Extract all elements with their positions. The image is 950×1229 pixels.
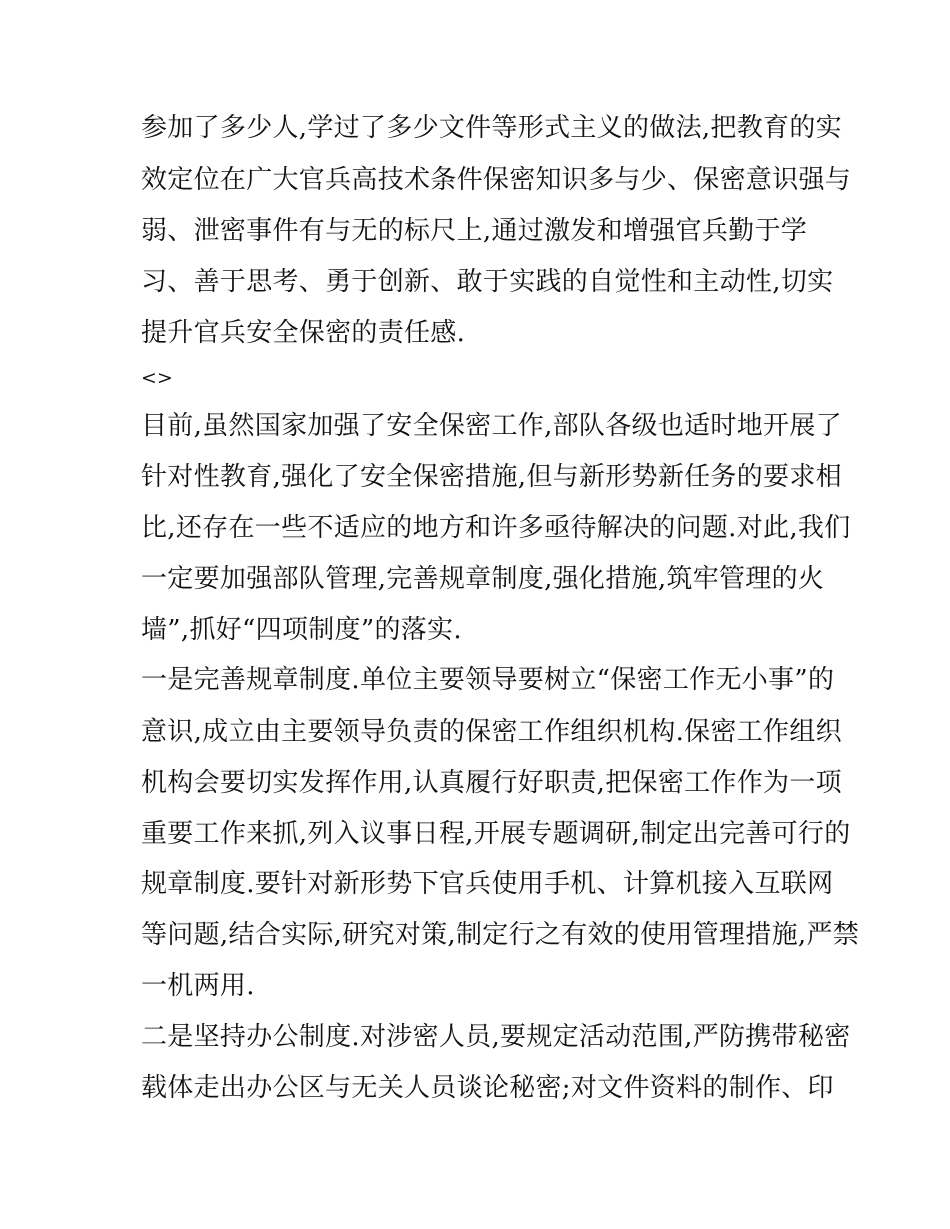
text-line: 弱、泄密事件有与无的标尺上,通过激发和增强官兵勤于学 [141,216,808,246]
text-line: 等问题,结合实际,研究对策,制定行之有效的使用管理措施,严禁 [141,920,860,950]
text-line: 提升官兵安全保密的责任感. [141,318,466,348]
text-line: 效定位在广大官兵高技术条件保密知识多与少、保密意识强与 [141,165,852,195]
text-line: 比,还存在一些不适应的地方和许多亟待解决的问题.对此,我们 [141,513,851,543]
text-line: 载体走出办公区与无关人员谈论秘密;对文件资料的制作、印 [141,1073,834,1103]
text-line: 二是坚持办公制度.对涉密人员,要规定活动范围,严防携带秘密 [141,1022,851,1052]
text-line: 规章制度.要针对新形势下官兵使用手机、计算机接入互联网 [141,869,834,899]
text-line: 针对性教育,强化了安全保密措施,但与新形势新任务的要求相 [141,462,842,492]
text-line: 参加了多少人,学过了多少文件等形式主义的做法,把教育的实 [141,113,842,143]
text-line: 目前,虽然国家加强了安全保密工作,部队各级也适时地开展了 [141,411,842,441]
text-line: 重要工作来抓,列入议事日程,开展专题调研,制定出完善可行的 [141,819,851,849]
text-line: 习、善于思考、勇于创新、敢于实践的自觉性和主动性,切实 [141,267,834,297]
text-line: 一是完善规章制度.单位主要领导要树立“保密工作无小事”的 [141,665,835,695]
section-marker: <> [141,367,173,389]
text-line: 一定要加强部队管理,完善规章制度,强化措施,筑牢管理的火 [141,564,825,594]
text-line: 意识,成立由主要领导负责的保密工作组织机构.保密工作组织 [141,717,842,747]
text-line: 一机两用. [141,971,255,1001]
text-line: 墙”,抓好“四项制度”的落实. [141,615,462,645]
text-line: 机构会要切实发挥作用,认真履行好职责,把保密工作作为一项 [141,768,842,798]
